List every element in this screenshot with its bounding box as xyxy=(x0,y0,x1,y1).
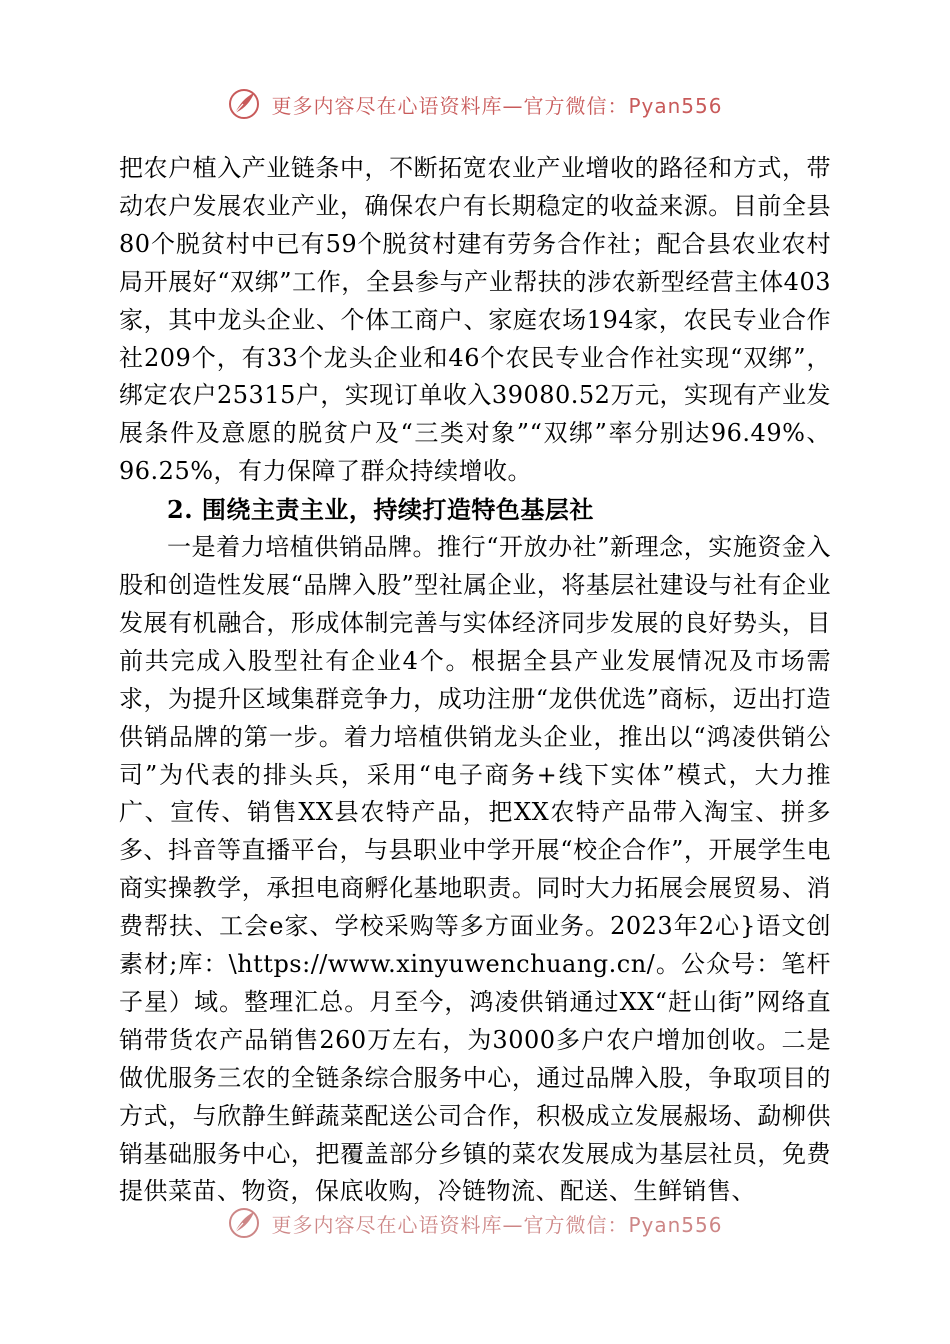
footer-banner-text: 更多内容尽在心语资料库—官方微信：Pyan556 xyxy=(271,1212,723,1237)
feather-quill-logo-icon xyxy=(227,1206,261,1240)
paragraph-1: 把农户植入产业链条中，不断拓宽农业产业增收的路径和方式，带动农户发展农业产业，确保农户有长期稳定的收益来源。目前全县80个脱贫村中已有59个脱贫村建有劳务合作社；配合县农业农村局开展好“双绑”工作，全县参与产业帮扶的涉农新型经营主体403家，其中龙头企业、个体工商户、家庭农场194家，农民专业合作社209个，有33个龙头企业和46个农民专业合作社实现“双绑”，绑定农户25315户，实现订单收入39080.52万元，实现有产业发展条件及意愿的脱贫户及“三类对象”“双绑”率分别达96.49%、96.25%，有力保障了群众持续增收。 xyxy=(119,154,831,486)
section-heading-2: 2. 围绕主责主业，持续打造特色基层社 xyxy=(167,495,594,525)
document-body xyxy=(119,150,831,1211)
page-footer xyxy=(0,1203,950,1243)
feather-quill-logo-icon xyxy=(227,87,261,121)
header-banner-text: 更多内容尽在心语资料库—官方微信：Pyan556 xyxy=(271,93,723,118)
header-banner xyxy=(227,87,722,121)
paragraph-2: 一是着力培植供销品牌。推行“开放办社”新理念，实施资金入股和创造性发展“品牌入股”型社属企业，将基层社建设与社有企业发展有机融合，形成体制完善与实体经济同步发展的良好势头，目前共完成入股型社有企业4个。根据全县产业发展情况及市场需求，为提升区域集群竞争力，成功注册“龙供优选”商标，迈出打造供销品牌的第一步。着力培植供销龙头企业，推出以“鸿凌供销公司”为代表的排头兵，采用“电子商务+线下实体”模式，大力推广、宣传、销售XX县农特产品，把XX农特产品带入淘宝、拼多多、抖音等直播平台，与县职业中学开展“校企合作”，开展学生电商实操教学，承担电商孵化基地职责。同时大力拓展会展贸易、消费帮扶、工会e家、学校采购等多方面业务。2023年2心}语文创素材;库：\https://www.xinyuwenchuang.cn/。公众号：笔杆子星）域。整理汇总。月至今，鸿凌供销通过XX“赶山街”网络直销带货农产品销售260万左右，为3000多户农户增加创收。二是做优服务三农的全链条综合服务中心，通过品牌入股，争取项目的方式，与欣静生鲜蔬菜配送公司合作，积极成立发展赧场、勐柳供销基础服务中心，把覆盖部分乡镇的菜农发展成为基层社员，免费提供菜苗、物资，保底收购，冷链物流、配送、生鲜销售、 xyxy=(119,533,831,1206)
page-header xyxy=(0,84,950,124)
footer-banner xyxy=(227,1206,722,1240)
